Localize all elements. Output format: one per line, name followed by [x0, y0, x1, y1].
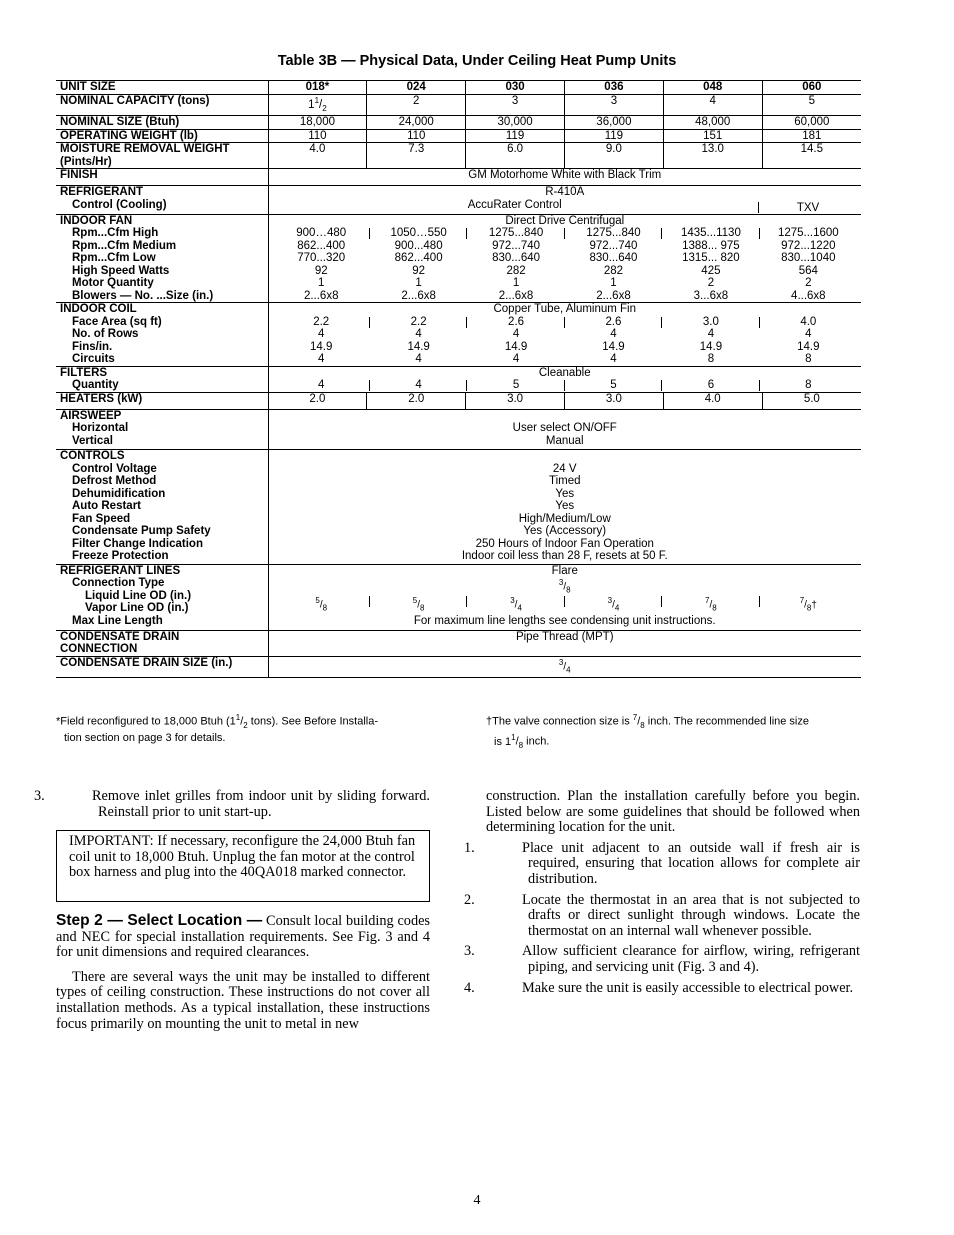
- row-label: OPERATING WEIGHT (lb): [60, 129, 198, 142]
- lines-cell: [268, 564, 861, 630]
- table-cell: 13.0: [663, 143, 762, 169]
- row-sublabel: Liquid Line OD (in.): [85, 589, 192, 602]
- row-label: NOMINAL CAPACITY (tons): [60, 94, 210, 107]
- row-sublabel: Filter Change Indication: [72, 537, 203, 550]
- row-sublabel: Rpm...Cfm Low: [72, 252, 156, 265]
- step-item-3: [34, 788, 430, 825]
- list-text: Place unit adjacent to an outside wall if fresh air is required, ensuring that location allows for complete air distribution.: [522, 839, 860, 887]
- step-2-paragraph: [56, 913, 430, 961]
- table-cell: User select ON/OFF: [512, 422, 617, 435]
- table-cell: $^3/_4$: [268, 656, 861, 677]
- list-number: 3.: [464, 943, 475, 960]
- table-cell: 181: [762, 129, 861, 143]
- grid-column: [467, 316, 564, 366]
- table-cell: 972...740: [492, 239, 541, 252]
- footnote-text: is 1: [494, 736, 512, 748]
- table-cell: 8: [805, 353, 812, 366]
- table-cell: 1: [610, 277, 617, 290]
- table-cell: 24 V: [552, 462, 577, 475]
- list-text: Allow sufficient clearance for airflow, wiring, refrigerant piping, and servicing unit (Fig. 3 and 4).: [522, 943, 860, 975]
- table-cell: 8: [805, 379, 812, 392]
- row-sublabel: Horizontal: [72, 422, 129, 435]
- table-row: [56, 186, 861, 215]
- row-label: HEATERS (kW): [60, 392, 143, 405]
- row-sublabel: High Speed Watts: [72, 264, 170, 277]
- row-label-line: MOISTURE REMOVAL WEIGHT: [60, 143, 230, 156]
- table-cell: 2...6x8: [498, 289, 534, 302]
- table-cell: 9.0: [564, 143, 663, 169]
- row-sublabel: Face Area (sq ft): [72, 315, 162, 328]
- row-sublabel: Condensate Pump Safety: [72, 525, 211, 538]
- table-row: [56, 366, 861, 392]
- table-header-row: [56, 81, 861, 95]
- row-sublabel: Defrost Method: [72, 475, 157, 488]
- vapor-line-sizes: [273, 595, 858, 615]
- airsweep-cell: [268, 409, 861, 450]
- row-label-line: AIRSWEEP: [60, 409, 122, 422]
- row-label-line: CONNECTION: [60, 643, 138, 656]
- footnote-text: †The valve connection size is: [486, 715, 633, 728]
- table-cell: 92: [412, 264, 426, 277]
- table-cell: 6: [662, 379, 759, 392]
- table-cell: Pipe Thread (MPT): [268, 630, 861, 656]
- table-cell: 14.9: [310, 340, 333, 353]
- row-sublabel: Vertical: [72, 434, 113, 447]
- list-item: [464, 839, 860, 888]
- row-label: [56, 143, 268, 169]
- table-cell: 282: [603, 264, 624, 277]
- table-cell: 5.0: [762, 392, 861, 409]
- table-cell: 2: [805, 277, 812, 290]
- footnote-text: inch. The recommended line size: [644, 715, 809, 728]
- row-label-line: INDOOR COIL: [60, 303, 137, 316]
- table-cell: 2.2: [313, 315, 330, 328]
- grid-column: [273, 316, 370, 366]
- table-cell: 4: [610, 328, 617, 341]
- table-cell: 14.9: [699, 340, 723, 353]
- table-cell: 14.9: [797, 340, 820, 353]
- table-cell: Yes (Accessory): [523, 525, 607, 538]
- row-sublabel: Vapor Line OD (in.): [85, 602, 189, 615]
- table-cell: 1315... 820: [682, 252, 740, 265]
- footnote-right: †The valve connection size is $^7/_8$ inch. The recommended line size is $1^1/_8$ inch.: [486, 713, 809, 751]
- row-sublabel: Dehumidification: [72, 487, 166, 500]
- table-cell: 48,000: [663, 116, 762, 130]
- table-cell: 5: [762, 94, 861, 116]
- fan-cell: [268, 214, 861, 303]
- filters-cell: [268, 366, 861, 392]
- table-cell: 5: [467, 379, 564, 392]
- grid-column: [370, 227, 467, 302]
- table-cell: 7.3: [367, 143, 466, 169]
- row-label: FINISH: [60, 169, 98, 182]
- table-cell: 2: [367, 94, 466, 116]
- list-text: Remove inlet grilles from indoor unit by sliding forward. Reinstall prior to unit start-up.: [92, 788, 430, 820]
- divider: [758, 202, 759, 213]
- controls-cell: [268, 450, 861, 565]
- table-cell: 151: [663, 129, 762, 143]
- table-cell: 1050…550: [390, 227, 447, 240]
- table-cell: 2...6x8: [401, 289, 436, 302]
- table-cell: 24,000: [367, 116, 466, 130]
- row-sublabel: Fins/in.: [72, 340, 113, 353]
- grid-column: [565, 227, 662, 302]
- row-label: CONDENSATE DRAIN SIZE (in.): [60, 656, 233, 669]
- footnote-text: tons). See Before Installa-: [247, 715, 378, 728]
- row-sublabel: Circuits: [72, 353, 115, 366]
- table-cell: 4: [318, 353, 325, 366]
- table-cell: 1388... 975: [682, 239, 740, 252]
- table-cell: 2.0: [367, 392, 466, 409]
- grid-column: [370, 316, 467, 366]
- table-row: [56, 129, 861, 143]
- row-label-line: INDOOR FAN: [60, 214, 133, 227]
- physical-data-table: [56, 80, 861, 678]
- list-number: 4.: [464, 979, 475, 996]
- list-text: Make sure the unit is easily accessible to electrical power.: [522, 979, 854, 996]
- grid-column: [273, 227, 370, 302]
- grid-column: [565, 316, 662, 366]
- table-cell: 972...740: [589, 239, 638, 252]
- col-header: 018*: [268, 81, 367, 95]
- max-line-length: For maximum line lengths see condensing unit instructions.: [413, 615, 716, 628]
- table-row: [56, 143, 861, 169]
- refrigerant-control-060: TXV: [796, 201, 820, 214]
- table-cell: Yes: [555, 500, 575, 513]
- table-row: [56, 656, 861, 677]
- table-cell: 4: [663, 94, 762, 116]
- row-sublabel: Auto Restart: [72, 500, 142, 513]
- coil-grid: [273, 316, 858, 366]
- table-cell: $^5/_8$: [370, 595, 467, 615]
- table-cell: 4.0: [800, 315, 817, 328]
- table-row: [56, 630, 861, 656]
- table-cell: 119: [564, 129, 663, 143]
- table-row: [56, 409, 861, 450]
- table-cell: 3.0: [702, 315, 719, 328]
- table-cell: 60,000: [762, 116, 861, 130]
- paragraph: construction. Plan the installation carefully before you begin. Listed below are some guidelines that should be followed when determining location for the unit.: [486, 788, 860, 836]
- table-cell: 4.0: [268, 143, 367, 169]
- table-cell: 4: [805, 328, 812, 341]
- row-sublabel: Blowers — No. ...Size (in.): [72, 289, 214, 302]
- table-cell: 1435...1130: [680, 227, 741, 240]
- table-row: [56, 450, 861, 565]
- section-heading: Step 2 — Select Location —: [56, 912, 263, 929]
- table-cell: GM Motorhome White with Black Trim: [268, 169, 861, 186]
- col-header: 060: [762, 81, 861, 95]
- table-cell: 250 Hours of Indoor Fan Operation: [475, 537, 654, 550]
- table-cell: 425: [701, 264, 721, 277]
- row-label: [56, 186, 268, 215]
- refrigerant-control: AccuRater Control: [467, 198, 562, 211]
- col-header: 036: [564, 81, 663, 95]
- grid-column: [760, 227, 857, 302]
- table-cell: 830...640: [589, 252, 638, 265]
- table-cell: 1: [512, 277, 520, 290]
- table-cell: 4: [415, 353, 422, 366]
- table-cell: 830...640: [492, 252, 541, 265]
- table-cell: 900…480: [296, 227, 347, 240]
- row-label-line: CONDENSATE DRAIN: [60, 630, 180, 643]
- table-cell: 14.9: [602, 340, 625, 353]
- table-cell: $^5/_8$: [273, 595, 370, 615]
- row-label-line: FILTERS: [60, 366, 108, 379]
- connection-type: Flare: [551, 564, 578, 577]
- table-cell: 30,000: [466, 116, 565, 130]
- coil-cell: [268, 303, 861, 367]
- row-label: [56, 214, 268, 303]
- table-cell: 3.0: [466, 392, 565, 409]
- table-cell: 4: [318, 328, 325, 341]
- row-sublabel: Rpm...Cfm High: [72, 227, 159, 240]
- list-number: 1.: [464, 839, 475, 856]
- filter-type: Cleanable: [538, 366, 591, 379]
- grid-column: [662, 316, 759, 366]
- table-cell: 972...1220: [781, 239, 836, 252]
- grid-column: [467, 227, 564, 302]
- table-cell: 14.9: [504, 340, 528, 353]
- table-cell: 862...400: [394, 252, 443, 265]
- table-row: [56, 116, 861, 130]
- table-cell: 770...320: [297, 252, 346, 265]
- table-cell: 862...400: [297, 239, 346, 252]
- row-label: [56, 450, 268, 565]
- table-cell: 119: [466, 129, 565, 143]
- table-cell: 2.6: [605, 315, 622, 328]
- table-cell: 4: [415, 328, 422, 341]
- table-cell: $^3/_4$: [565, 595, 662, 615]
- list-item: [464, 943, 860, 975]
- row-sublabel: Fan Speed: [72, 512, 131, 525]
- table-cell: 14.5: [762, 143, 861, 169]
- liquid-line-size: $^3/_8$: [558, 578, 571, 595]
- dagger-mark: †: [811, 599, 817, 611]
- grid-column: [662, 227, 759, 302]
- important-note: IMPORTANT: If necessary, reconfigure the 24,000 Btuh fan coil unit to 18,000 Btuh. Unplug the fan motor at the control box harness and plug into the 40QA018 marked connector.: [56, 830, 430, 902]
- table-cell: 4: [273, 379, 370, 392]
- table-cell: 1275...840: [488, 227, 544, 240]
- table-title: Table 3B — Physical Data, Under Ceiling Heat Pump Units: [277, 53, 677, 69]
- table-cell: 1275...840: [586, 227, 641, 240]
- table-row: [56, 564, 861, 630]
- table-cell: 110: [268, 129, 367, 143]
- row-label-line: (Pints/Hr): [60, 155, 112, 168]
- footnote-text: inch.: [523, 736, 550, 748]
- table-cell: 4: [707, 328, 715, 341]
- list-item: [34, 788, 430, 820]
- row-sublabel: Max Line Length: [72, 614, 163, 627]
- table-cell: [268, 186, 861, 215]
- table-cell: 110: [367, 129, 466, 143]
- col-header: 048: [663, 81, 762, 95]
- table-cell: 4: [610, 353, 617, 366]
- right-column: [464, 788, 860, 1001]
- coil-type: Copper Tube, Aluminum Fin: [493, 303, 637, 316]
- table-row: [56, 214, 861, 303]
- fan-type: Direct Drive Centrifugal: [505, 214, 625, 227]
- footnote-text: tion section on page 3 for details.: [64, 732, 226, 745]
- fan-grid: [273, 227, 858, 302]
- footnote-left: *Field reconfigured to 18,000 Btuh ($1^1/_2$ tons). See Before Installa- tion section on page 3 for details.: [56, 713, 378, 745]
- row-sublabel: Quantity: [72, 379, 119, 392]
- table-cell: Timed: [548, 475, 581, 488]
- table-row: [56, 169, 861, 186]
- step-2-section: [56, 913, 430, 1032]
- row-sublabel: Motor Quantity: [72, 277, 154, 290]
- col-header: 030: [466, 81, 565, 95]
- col-header: 024: [367, 81, 466, 95]
- table-cell: 36,000: [564, 116, 663, 130]
- row-sublabel: Control (Cooling): [72, 198, 167, 211]
- row-label-line: CONTROLS: [60, 450, 125, 463]
- table-cell: 2.0: [268, 392, 367, 409]
- table-cell: 2.2: [410, 315, 427, 328]
- table-cell: $^3/_4$: [467, 595, 564, 615]
- row-sublabel: No. of Rows: [72, 328, 139, 341]
- list-item: [464, 891, 860, 940]
- table-cell: 1: [318, 277, 325, 290]
- table-cell: 4.0: [663, 392, 762, 409]
- table-cell: 900...480: [394, 239, 443, 252]
- row-sublabel: Control Voltage: [72, 462, 157, 475]
- row-label-line: REFRIGERANT: [60, 186, 144, 199]
- table-cell: 3...6x8: [693, 289, 729, 302]
- table-cell: 6.0: [466, 143, 565, 169]
- table-cell: Yes: [555, 487, 575, 500]
- footnote-text: *Field reconfigured to 18,000 Btuh (1: [56, 715, 236, 728]
- header-label: UNIT SIZE: [60, 81, 116, 93]
- table-cell: 2: [707, 277, 715, 290]
- table-cell: 3: [564, 94, 663, 116]
- table-cell: 5: [565, 379, 662, 392]
- list-number: 2.: [464, 891, 475, 908]
- row-label: NOMINAL SIZE (Btuh): [60, 116, 180, 129]
- table-cell: High/Medium/Low: [518, 512, 611, 525]
- row-label: [56, 564, 268, 630]
- table-cell: 1275...1600: [777, 227, 839, 240]
- page-number: 4: [473, 1193, 481, 1208]
- table-cell: 564: [798, 264, 818, 277]
- table-cell: 830...1040: [781, 252, 836, 265]
- table-cell: 4: [370, 379, 467, 392]
- list-number: 3.: [34, 788, 45, 804]
- refrigerant-type: R-410A: [545, 186, 585, 199]
- table-cell: $1^1/_2$: [268, 94, 367, 116]
- table-row: [56, 303, 861, 367]
- section-text: Consult local building codes and NEC for special installation requirements. See Fig. 3 and 4 for unit dimensions and required clearances.: [56, 913, 431, 961]
- row-label: [56, 630, 268, 656]
- row-label-line: REFRIGERANT LINES: [60, 564, 181, 577]
- list-item: [464, 979, 860, 997]
- table-cell: 2.6: [508, 315, 525, 328]
- row-sublabel: Freeze Protection: [72, 550, 169, 563]
- table-cell: 4: [512, 353, 520, 366]
- table-cell: 2...6x8: [596, 289, 631, 302]
- row-label: [56, 409, 268, 450]
- table-row: [56, 392, 861, 409]
- table-cell: 4...6x8: [791, 289, 826, 302]
- table-cell: 3.0: [564, 392, 663, 409]
- row-sublabel: Connection Type: [72, 577, 165, 590]
- grid-column: [760, 316, 857, 366]
- table-cell: 4: [512, 328, 520, 341]
- row-sublabel: Rpm...Cfm Medium: [72, 239, 177, 252]
- table-cell: 92: [314, 264, 328, 277]
- row-label: [56, 303, 268, 367]
- filter-qty: [273, 379, 858, 392]
- guideline-list: [464, 839, 860, 996]
- table-cell: 1: [415, 277, 422, 290]
- table-cell: 282: [506, 264, 526, 277]
- table-cell: $^7/_8$: [662, 595, 759, 615]
- table-cell: 3: [466, 94, 565, 116]
- table-cell: Manual: [545, 434, 584, 447]
- table-cell: $^7/_8\dagger$: [799, 596, 817, 613]
- table-row: [56, 94, 861, 116]
- table-cell: 8: [707, 353, 715, 366]
- list-text: Locate the thermostat in an area that is not subjected to drafts or direct sunlight through windows. Locate the thermostat on an internal wall whenever possible.: [522, 891, 860, 939]
- table-cell: 14.9: [407, 340, 430, 353]
- table-cell: Indoor coil less than 28 F, resets at 50 F.: [461, 550, 668, 563]
- row-label: [56, 366, 268, 392]
- table-cell: 18,000: [268, 116, 367, 130]
- table-cell: 2...6x8: [303, 289, 339, 302]
- paragraph: There are several ways the unit may be installed to different types of ceiling construction. These instructions do not cover all installation methods. As a typical installation, these instructions focus primarily on mounting the unit to metal in new: [56, 968, 430, 1032]
